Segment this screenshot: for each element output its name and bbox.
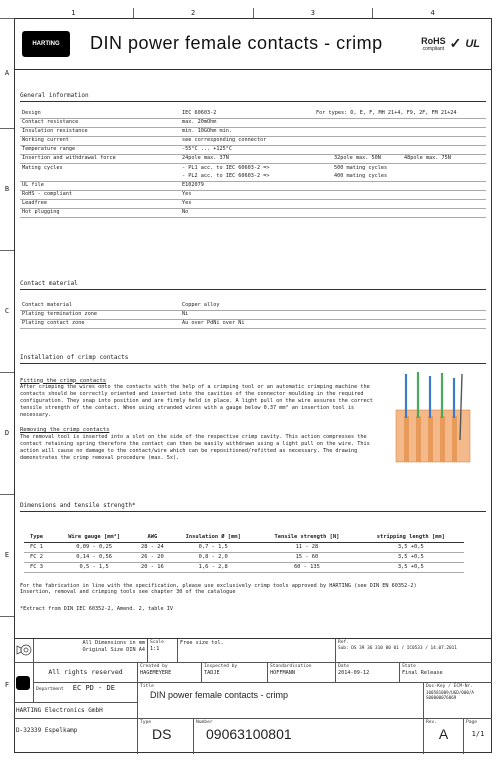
- row-key: UL file: [22, 182, 44, 189]
- cell: 1,6 - 2,8: [170, 562, 256, 572]
- rohs-sub-label: compliant: [422, 45, 445, 52]
- table-row: [20, 311, 486, 320]
- dimensions-note: All Dimensions in mm: [82, 640, 145, 646]
- row-key: Working current: [22, 137, 69, 144]
- number-label: Number: [196, 720, 213, 725]
- removing-text: The removal tool is inserted into a slot on the side of the respective crimp cavity. This action compresses the contact retaining spring therefore the contact can then be easily withdrawn using a light pull on the wire. This action will cause no damage to the contact/wire which can be repositioned/refitted as necessary. The drawing demonstrates the crimp removal procedure (max. 5x).: [20, 434, 370, 462]
- scale-cell: [148, 639, 178, 663]
- row-key: Design: [22, 110, 41, 117]
- grid-row-e: E: [0, 494, 14, 616]
- dockey-label: Doc-Key / ECM-Nr.: [426, 684, 474, 689]
- installation-title: Installation of crimp contacts: [20, 354, 486, 364]
- row-key: Mating cycles: [22, 164, 63, 171]
- rev-value: A: [438, 725, 449, 742]
- table-row: [20, 200, 486, 209]
- column-grid: [14, 8, 492, 18]
- col-stripping: stripping length [mm]: [358, 532, 464, 543]
- row-value: - PL2 acc. to IEC 60603-2 =>: [182, 173, 270, 180]
- table-row: [24, 562, 464, 572]
- ul-mark: UL: [465, 37, 480, 50]
- row-value: Au over PdNi over Ni: [182, 320, 245, 327]
- row-value: max. 20mOhm: [182, 119, 217, 126]
- row-value: 24pole max. 37N: [182, 155, 229, 162]
- rohs-badge: [421, 36, 446, 52]
- row-value: Ni: [182, 311, 189, 318]
- col-type: Type: [24, 532, 54, 543]
- cell: 0,09 - 0,25: [54, 543, 135, 553]
- row-key: Insertion and withdrawal force: [22, 155, 116, 162]
- row-value: Yes: [182, 200, 192, 207]
- ref-label: Ref.: [338, 640, 350, 645]
- note-1: For the fabrication in line with the specification, please use exclusively crimp tools approved by HARTING (see DIN EN 60352-2): [20, 582, 417, 589]
- table-row: [20, 137, 486, 146]
- general-info-title: General information: [20, 92, 486, 102]
- contact-material-title: Contact material: [20, 280, 486, 290]
- row-key: Plating termination zone: [22, 311, 97, 318]
- row-value-cycles: 500 mating cycles: [334, 164, 388, 171]
- table-row: [20, 128, 486, 137]
- table-row: [20, 191, 486, 200]
- original-size: Original Size DIN A4: [82, 646, 145, 653]
- rights-cell: All rights reserved: [34, 663, 138, 683]
- table-row: [20, 119, 486, 128]
- free-size-cell: [178, 639, 336, 663]
- col-wire-gauge: Wire gauge [mm²]: [54, 532, 135, 543]
- cell: 20 - 16: [135, 562, 170, 572]
- row-value: see corresponding connector: [182, 137, 267, 144]
- rohs-label: RoHS: [421, 35, 446, 46]
- row-key: Contact resistance: [22, 119, 79, 126]
- dockey-value: 100581009/UGD/000/A S00000076069: [426, 689, 474, 700]
- created-cell: [138, 663, 202, 683]
- rev-label: Rev.: [426, 720, 438, 725]
- dimensions-section: [20, 502, 486, 612]
- table-row: [20, 320, 486, 329]
- grid-row-d: D: [0, 372, 14, 494]
- scale-label: Scale: [150, 640, 164, 645]
- title-block: [14, 638, 492, 753]
- title-cell: [138, 683, 424, 719]
- grid-row-f: F: [0, 616, 14, 753]
- removing-title: Removing the crimp contacts: [20, 427, 110, 434]
- created-label: Created by: [140, 664, 168, 669]
- grid-col-4: 4: [372, 8, 492, 18]
- title-label: Title: [140, 684, 154, 689]
- dimensions-note-cell: [34, 639, 148, 663]
- standardisation-cell: [268, 663, 336, 683]
- date-value: 2014-09-12: [338, 669, 370, 676]
- row-key: Plating contact zone: [22, 320, 85, 327]
- row-key: Hot plugging: [22, 209, 60, 216]
- document-header: [14, 18, 492, 70]
- table-row: [20, 302, 486, 311]
- inspected-label: Inspected by: [204, 664, 238, 669]
- fitting-text: After crimping the wires onto the contacts with the help of a crimping tool or an automatic crimping machine the contacts should be correctly oriented and inserted into the cavities of the connector moulding in the required configuration. They snap into position and are firmly held in place. A light pull on the wire assures the correct tensile strength of the contact. When using stranded wires with a gauge below 0.37 mm² an insertion tool is necessary.: [20, 384, 373, 419]
- grid-col-1: 1: [71, 9, 76, 17]
- state-cell: [400, 663, 492, 683]
- checkmark-icon: ✓: [449, 35, 462, 51]
- row-value: E102079: [182, 182, 204, 189]
- projection-symbol: [14, 639, 34, 663]
- grid-row-c: C: [0, 250, 14, 372]
- department-cell: [34, 683, 138, 703]
- grid-row-a: A: [0, 18, 14, 128]
- cell: 0,14 - 0,56: [54, 553, 135, 563]
- contact-material-section: [20, 280, 486, 329]
- created-value: HAGEMEYERE: [140, 669, 172, 676]
- table-row: [20, 164, 486, 173]
- fitting-title: Fitting the crimp contacts: [20, 377, 107, 384]
- certification-badges: [421, 35, 480, 52]
- harting-logo-small: [16, 676, 30, 690]
- general-info-section: [20, 92, 486, 218]
- date-cell: [336, 663, 400, 683]
- dimensions-title: Dimensions and tensile strength*: [20, 502, 486, 512]
- state-value: Final Release: [402, 669, 443, 676]
- row-value: IEC 60603-2: [182, 110, 217, 117]
- cell: 60 - 135: [256, 562, 357, 572]
- row-value-32pole: 32pole max. 50N: [334, 155, 381, 162]
- number-cell: [194, 719, 424, 754]
- scale-value: 1:1: [150, 645, 160, 652]
- cell: 3,5 +0,5: [358, 553, 464, 563]
- department-value: EC PD - DE: [72, 684, 115, 692]
- rev-cell: [424, 719, 464, 754]
- cell: 0,5 - 1,5: [54, 562, 135, 572]
- row-key: Insulation resistance: [22, 128, 88, 135]
- row-key: Contact material: [22, 302, 72, 309]
- page-value: 1/1: [471, 729, 485, 738]
- col-tensile: Tensile strength [N]: [256, 532, 357, 543]
- state-label: State: [402, 664, 416, 669]
- cell: FC 2: [24, 553, 54, 563]
- standardisation-value: HOFFMANN: [270, 669, 295, 676]
- document-title: DIN power female contacts - crimp: [90, 33, 383, 53]
- cell: 26 - 20: [135, 553, 170, 563]
- date-label: Date: [338, 664, 350, 669]
- page-cell: [464, 719, 492, 754]
- row-value: min. 10GOhm min.: [182, 128, 232, 135]
- inspected-cell: [202, 663, 268, 683]
- table-row: [24, 553, 464, 563]
- table-row: [20, 182, 486, 191]
- standardisation-label: Standardisation: [270, 664, 312, 669]
- table-row: [24, 543, 464, 553]
- table-header-row: [24, 532, 464, 543]
- table-row: [20, 209, 486, 218]
- row-value: No: [182, 209, 189, 216]
- number-value: 09063100801: [206, 725, 292, 742]
- row-value-cycles: 400 mating cycles: [334, 173, 388, 180]
- cell: 0,7 - 1,5: [170, 543, 256, 553]
- dockey-cell: [424, 683, 492, 719]
- cell: 3,5 +0,5: [358, 562, 464, 572]
- row-value-extra: For types: D, E, F, MH 21+4, F9, 2F, FM 21+24: [316, 110, 457, 117]
- row-value: Copper alloy: [182, 302, 220, 309]
- cell: 3,5 +0,5: [358, 543, 464, 553]
- contact-material-table: [20, 302, 486, 329]
- harting-logo: HARTING: [22, 31, 70, 57]
- row-value: - PL1 acc. to IEC 60603-2 =>: [182, 164, 270, 171]
- cell: 28 - 24: [135, 543, 170, 553]
- inspected-value: TADJE: [204, 669, 220, 676]
- row-key: Leadfree: [22, 200, 47, 207]
- type-label: Type: [140, 720, 152, 725]
- cell: FC 3: [24, 562, 54, 572]
- address-cell: D-32339 Espelkamp: [14, 719, 138, 754]
- grid-row-b: B: [0, 128, 14, 250]
- ref-cell: [336, 639, 492, 663]
- projection-icon: [16, 640, 32, 660]
- note-2: Insertion, removal and crimping tools see chapter 30 of the catalogue: [20, 589, 236, 595]
- department-label: Department: [36, 687, 64, 692]
- row-key: RoHS - compliant: [22, 191, 72, 198]
- page-label: Page: [466, 720, 478, 725]
- col-awg: AWG: [135, 532, 170, 543]
- title-value: DIN power female contacts - crimp: [150, 689, 289, 700]
- type-cell: [138, 719, 194, 754]
- general-info-table: [20, 110, 486, 218]
- row-key: Temperature range: [22, 146, 76, 153]
- row-value: Yes: [182, 191, 192, 198]
- crimp-contacts-illustration: [390, 370, 476, 472]
- logo-cell: [14, 663, 34, 703]
- grid-col-3: 3: [253, 8, 373, 18]
- table-row: [20, 146, 486, 155]
- table-row: [20, 110, 486, 119]
- row-value: -55°C ... +125°C: [182, 146, 232, 153]
- table-row: [20, 155, 486, 164]
- footnote: *Extract from DIN IEC 60352-2, Amend. 2, table IV: [20, 605, 174, 612]
- cell: 11 - 28: [256, 543, 357, 553]
- ref-value: Sub: DS 39 36 310 00 01 / IC0533 / 14.07.2011: [338, 645, 457, 651]
- row-value-48pole: 48pole max. 75N: [404, 155, 451, 162]
- company-cell: HARTING Electronics GmbH: [14, 703, 138, 719]
- type-value: DS: [152, 725, 172, 742]
- grid-col-2: 2: [133, 8, 253, 18]
- col-insulation: Insulation Ø [mm]: [170, 532, 256, 543]
- cell: 0,8 - 2,0: [170, 553, 256, 563]
- cell: 15 - 60: [256, 553, 357, 563]
- cell: FC 1: [24, 543, 54, 553]
- table-row: [20, 173, 486, 182]
- free-size-label: Free size tol.: [180, 640, 224, 646]
- dimensions-table: [24, 532, 464, 573]
